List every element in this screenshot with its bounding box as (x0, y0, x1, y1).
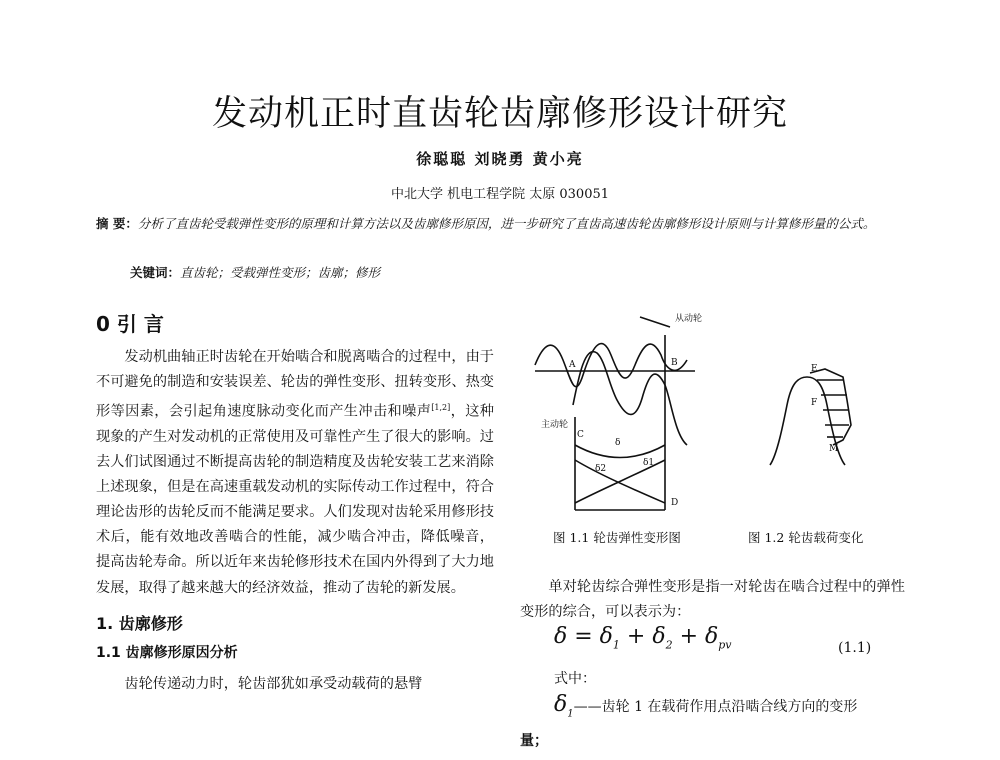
keywords-label: 关键词： (130, 265, 181, 280)
figure2-drawing (770, 369, 851, 465)
label-c: C (577, 430, 584, 440)
formula-t1: δ (599, 624, 613, 649)
label-a: A (569, 360, 576, 370)
label-d: D (671, 498, 679, 508)
definition-delta1 (554, 692, 857, 719)
def1-text: ——齿轮 1 在载荷作用点沿啮合线方向的变形 (573, 699, 858, 715)
definition-continuation: 量； (520, 733, 548, 749)
author-list: 徐聪聪 刘晓勇 黄小亮 (416, 150, 584, 168)
label-delta: δ (615, 438, 621, 448)
formula-plus1: + (619, 624, 653, 649)
label-f: F (811, 398, 818, 408)
formula-t1-sub: 1 (612, 638, 620, 652)
label-b: B (671, 358, 678, 368)
citation: [1,2] (431, 403, 451, 413)
right-paragraph: 单对轮齿综合弹性变形是指一对轮齿在啮合过程中的弹性变形的综合，可以表示为： (520, 579, 905, 620)
figure2-labels (811, 364, 838, 454)
intro-text-a: 发动机曲轴正时齿轮在开始啮合和脱离啮合的过程中，由于不可避免的制造和安装误差、轮齿的弹性变形、扭转变形、热变形等因素，会引起角速度脉动变化而产生冲击和噪声 (96, 349, 494, 420)
formula-lhs: δ (554, 624, 568, 649)
label-m: M (829, 444, 839, 454)
formula-t3-sub: pv (718, 638, 732, 652)
equation-number: (1.1) (838, 640, 872, 656)
figure1-caption: 图 1.1 轮齿弹性变形图 (553, 530, 681, 545)
keywords-text: 直齿轮；受载弹性变形；齿廓；修形 (180, 265, 381, 280)
subsection-heading: 1.1 齿廓修形原因分析 (96, 644, 238, 661)
formula-t3: δ (705, 624, 719, 649)
where-label: 式中： (554, 671, 596, 687)
left-column (96, 308, 494, 697)
formula-t2: δ (652, 624, 666, 649)
label-driven: 从动轮 (675, 314, 703, 324)
figure1-labels (541, 312, 702, 508)
paper-title: 发动机正时直齿轮齿廓修形设计研究 (211, 94, 788, 134)
intro-text-b: ，这种现象的产生对发动机的正常使用及可靠性产生了很大的影响。过去人们试图通过不断提高齿轮的制造精度及齿轮安装工艺来消除上述现象，但是在高速重载发动机的实际传动工作过程中，符合理论齿形的齿轮反而不能满足要求。人们发现对齿轮采用修形技术后，能有效地改善啮合的性能，减少啮合冲击，降低噪音， 提高齿轮寿命。所以近年来齿轮修形技术在国内外得到了大力地发展，取得了越来越大的经济效益，推动了齿轮的新发展。 (96, 403, 494, 596)
def1-symbol: $\delta_1$ (554, 692, 574, 720)
formula-t2-sub: 2 (665, 638, 673, 652)
section1-paragraph: 齿轮传递动力时，轮齿部犹如承受动载荷的悬臂 (124, 675, 423, 692)
affiliation: 中北大学 机电工程学院 太原 030051 (390, 187, 610, 202)
figure1-drawing (535, 317, 695, 510)
formula-eq: = (567, 624, 600, 649)
label-delta2: δ2 (595, 464, 607, 474)
abstract (96, 212, 902, 236)
label-e: E (811, 364, 818, 374)
figure-area (525, 305, 905, 535)
label-delta1: δ1 (643, 458, 655, 468)
abstract-label: 摘 要： (96, 216, 138, 231)
figure-drawings (525, 305, 905, 535)
section-heading-intro: 0 引 言 (96, 312, 164, 336)
section-heading-profile: 1. 齿廓修形 (96, 613, 183, 633)
abstract-text: 分析了直齿轮受载弹性变形的原理和计算方法以及齿廓修形原因，进一步研究了直齿高速齿轮齿廓修形设计原则与计算修形量的公式。 (137, 216, 876, 231)
right-column (520, 575, 905, 625)
figure2-caption: 图 1.2 轮齿载荷变化 (748, 530, 864, 545)
formula-1-1 (554, 624, 732, 651)
keywords (130, 263, 830, 281)
intro-paragraph (96, 345, 494, 601)
formula-plus2: + (672, 624, 706, 649)
label-driver: 主动轮 (541, 420, 569, 430)
